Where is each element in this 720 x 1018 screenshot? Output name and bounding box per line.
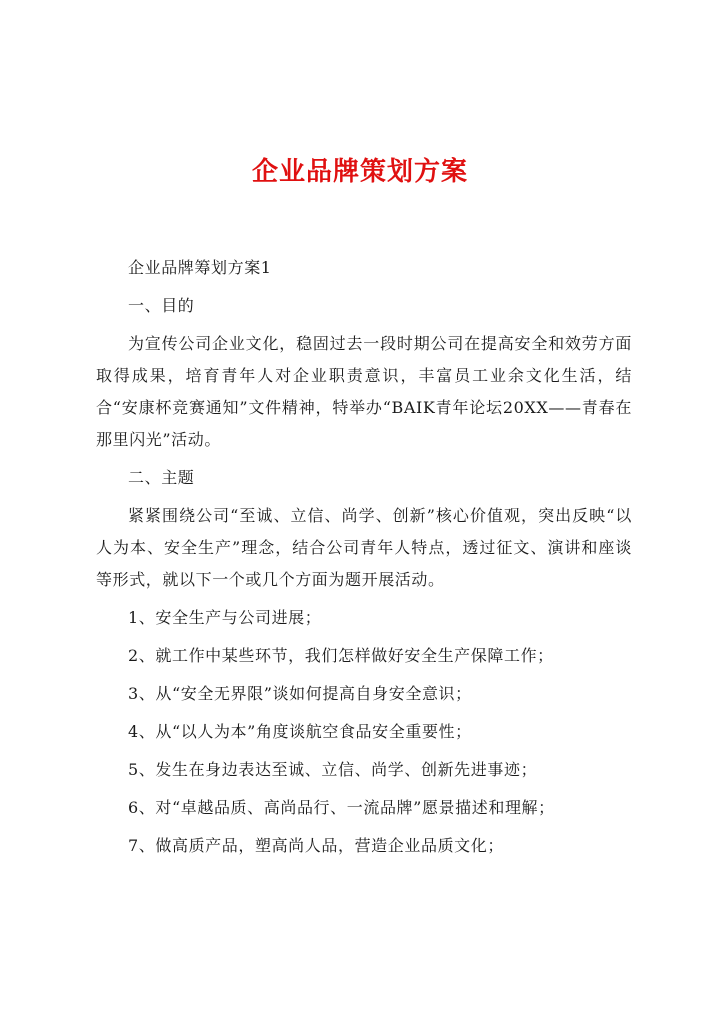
section-heading-purpose: 一、目的 [128, 296, 195, 315]
document-body [96, 252, 632, 862]
paragraph-theme: 紧紧围绕公司“至诚、立信、尚学、创新”核心价值观，突出反映“以人为本、安全生产”理念，结合公司青年人特点，透过征文、演讲和座谈等形式，就以下一个或几个方面为题开展活动。 [96, 506, 632, 589]
paragraph-heading-plan-1: 企业品牌筹划方案1 [128, 258, 272, 277]
list-item-2: 2、就工作中某些环节，我们怎样做好安全生产保障工作； [128, 646, 554, 665]
list-item-4: 4、从“以人为本”角度谈航空食品安全重要性； [128, 722, 472, 741]
document-title: 企业品牌策划方案 [251, 157, 468, 187]
list-item-6: 6、对“卓越品质、高尚品行、一流品牌”愿景描述和理解； [128, 798, 555, 817]
list-item-5: 5、发生在身边表达至诚、立信、尚学、创新先进事迹； [128, 760, 538, 779]
section-heading-theme: 二、主题 [128, 468, 195, 487]
paragraph-purpose: 为宣传公司企业文化，稳固过去一段时期公司在提高安全和效劳方面取得成果，培育青年人对企业职责意识，丰富员工业余文化生活，结合“安康杯竞赛通知”文件精神，特举办“BAIK青年论坛20XX——青春在那里闪光”活动。 [96, 334, 632, 449]
list-item-7: 7、做高质产品，塑高尚人品，营造企业品质文化； [128, 836, 504, 855]
list-item-3: 3、从“安全无界限”谈如何提高自身安全意识； [128, 684, 472, 703]
list-item-1: 1、安全生产与公司进展； [128, 608, 322, 627]
